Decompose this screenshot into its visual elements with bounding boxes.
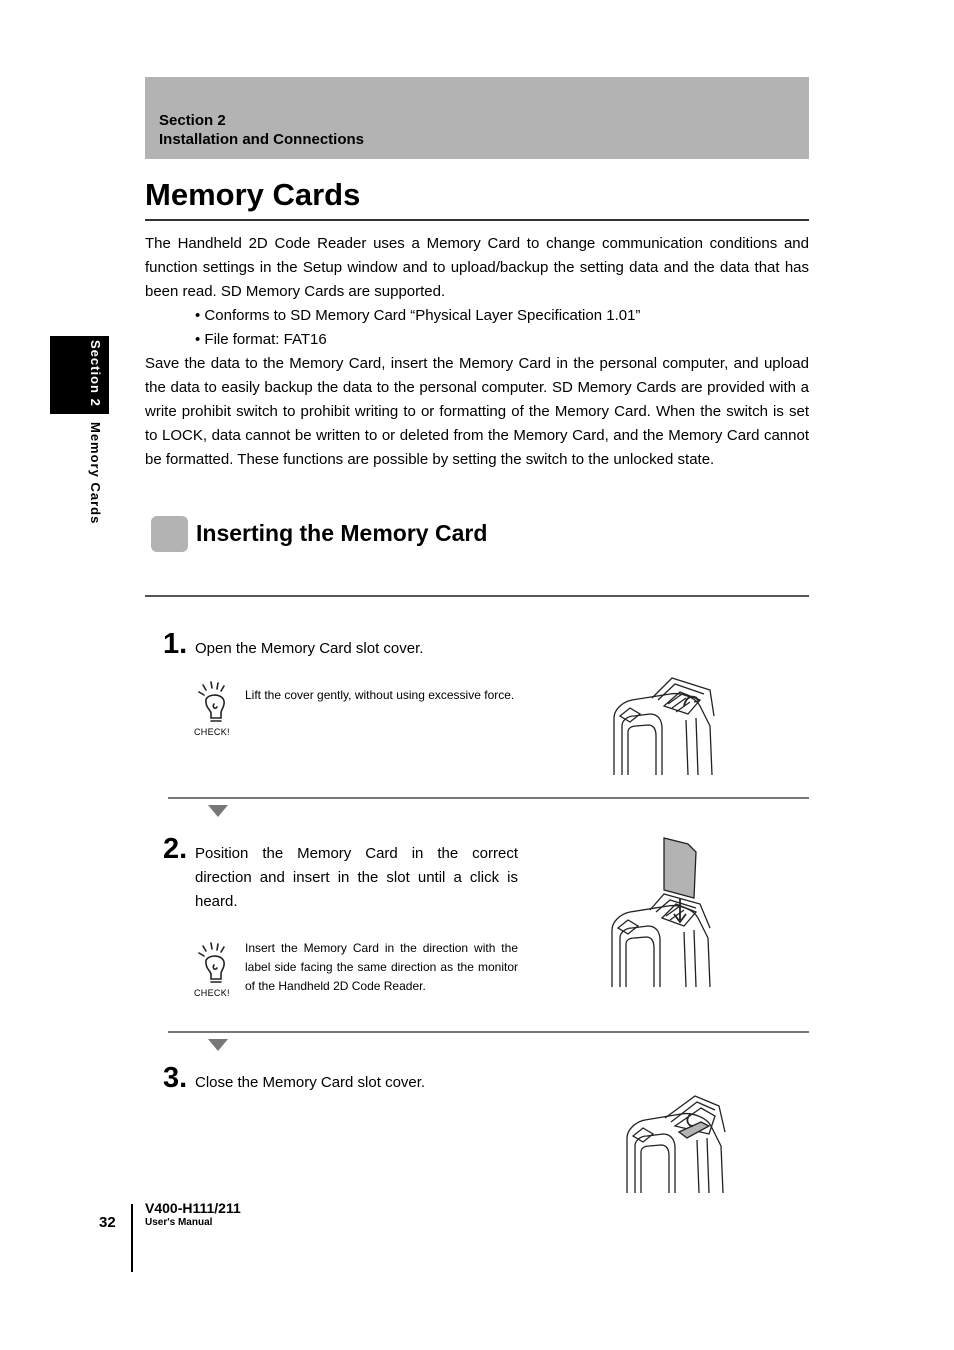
side-topic-label: Memory Cards bbox=[88, 422, 103, 525]
bullet-text: File format: FAT16 bbox=[204, 331, 327, 348]
step-text: Position the Memory Card in the correct direction and insert in the slot until a click is heard. bbox=[195, 845, 518, 910]
footer-divider bbox=[131, 1204, 133, 1272]
reader-card-insert-illustration bbox=[600, 832, 730, 988]
title-rule bbox=[145, 219, 809, 221]
subheading-marker bbox=[151, 516, 188, 552]
side-section-label: Section 2 bbox=[88, 340, 103, 407]
intro-paragraph: The Handheld 2D Code Reader uses a Memory Card to change communication conditions and function settings in the Setup window and to upload/backup the setting data and the data that has been read. SD Memory Cards are supported. bbox=[145, 235, 809, 300]
chapter-label: Installation and Connections bbox=[159, 131, 365, 148]
bullet-dot: • bbox=[195, 331, 205, 348]
body-paragraph: Save the data to the Memory Card, insert the Memory Card in the personal computer, and upload the data to easily backup the data to the personal computer. SD Memory Cards are provided with a write prohibit switch to prohibit writing to or formatting of the Memory Card. When the switch is set to LOCK, data cannot be written to or deleted from the Memory Card, and the Memory Card cannot be formatted. These functions are possible by setting the switch to the unlocked state. bbox=[145, 355, 809, 468]
check-note: Lift the cover gently, without using excessive force. bbox=[245, 688, 515, 702]
step-number: 1. bbox=[163, 628, 188, 660]
check-bulb-icon bbox=[194, 941, 238, 1001]
check-note: Insert the Memory Card in the direction with the label side facing the same direction as the monitor of the Handheld 2D Code Reader. bbox=[245, 941, 518, 993]
section-header bbox=[145, 77, 809, 159]
check-label: CHECK! bbox=[194, 988, 230, 998]
reader-cover-close-illustration bbox=[615, 1092, 735, 1194]
bullet-item bbox=[195, 328, 795, 352]
step-divider bbox=[168, 797, 809, 799]
subheading-rule bbox=[145, 595, 809, 597]
reader-cover-open-illustration bbox=[600, 670, 730, 776]
check-bulb-icon bbox=[194, 680, 238, 740]
step-divider bbox=[168, 1031, 809, 1033]
section-label: Section 2 bbox=[159, 112, 226, 129]
check-label: CHECK! bbox=[194, 727, 230, 737]
footer-model: V400-H111/211 bbox=[145, 1200, 241, 1216]
step-number: 3. bbox=[163, 1062, 188, 1094]
step-text: Close the Memory Card slot cover. bbox=[195, 1074, 426, 1091]
bullet-dot: • bbox=[195, 307, 205, 324]
step-arrow-icon bbox=[208, 1039, 228, 1051]
step-arrow-icon bbox=[208, 805, 228, 817]
step-number: 2. bbox=[163, 833, 188, 865]
side-section-tab bbox=[50, 336, 109, 414]
page-number: 32 bbox=[99, 1214, 116, 1231]
bullet-text: Conforms to SD Memory Card “Physical Layer Specification 1.01” bbox=[204, 307, 641, 324]
page-title: Memory Cards bbox=[145, 177, 361, 212]
footer-manual: User's Manual bbox=[145, 1217, 213, 1228]
subheading: Inserting the Memory Card bbox=[196, 520, 488, 546]
bullet-item bbox=[195, 304, 795, 328]
step-text: Open the Memory Card slot cover. bbox=[195, 640, 424, 657]
